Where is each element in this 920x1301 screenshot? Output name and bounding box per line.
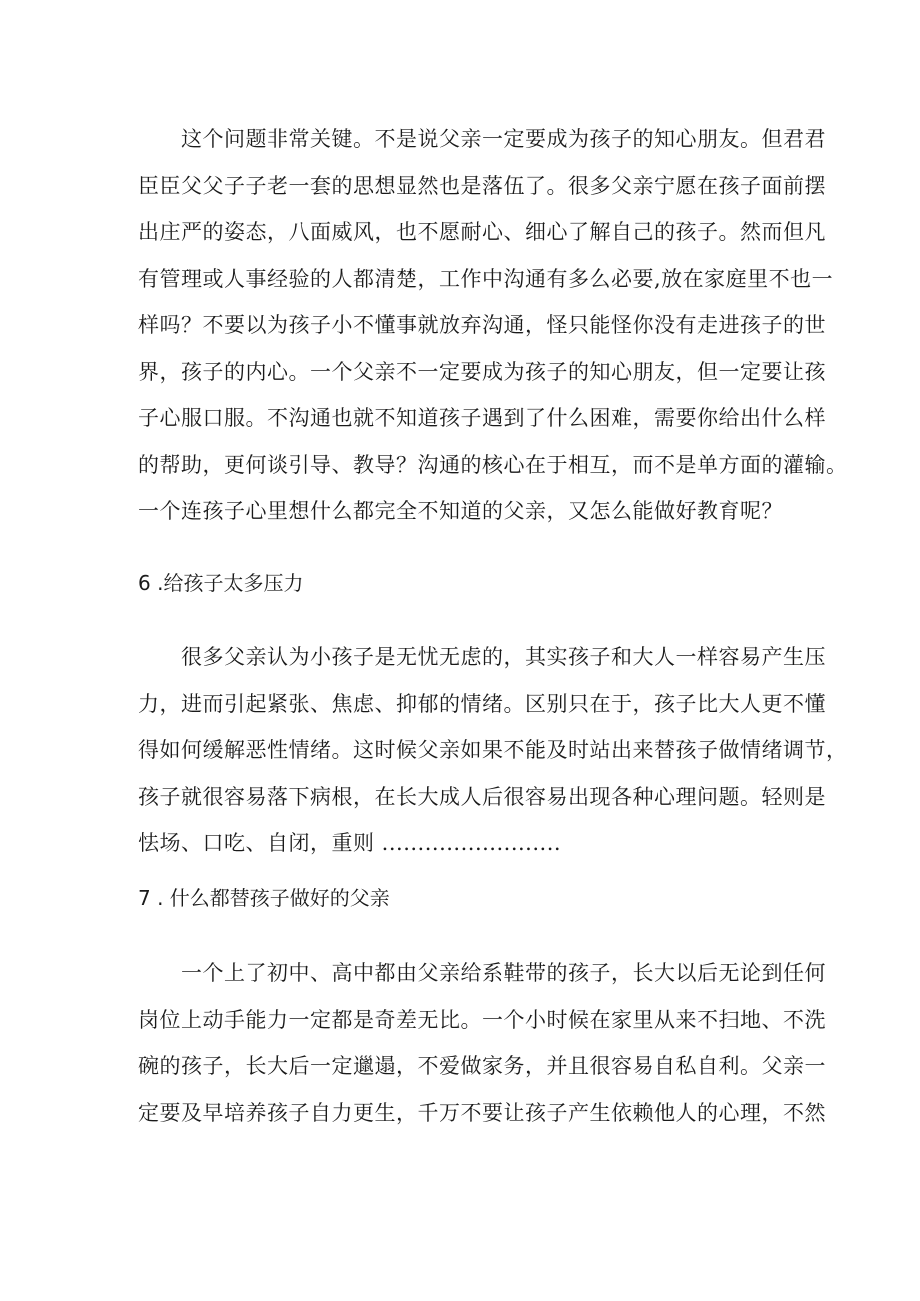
text-line: 碗的孩子，长大后一定邋遢，不爱做家务，并且很容易自私自利。父亲一 xyxy=(138,1054,826,1078)
text-line: 定要及早培养孩子自力更生，千万不要让孩子产生依赖他人的心理，不然 xyxy=(138,1100,826,1125)
text-line: 很多父亲认为小孩子是无忧无虑的，其实孩子和大人一样容易产生压 xyxy=(138,645,826,669)
paragraph-pressure xyxy=(138,634,848,867)
text-line: 岗位上动手能力一定都是奇差无比。一个小时候在家里从来不扫地、不洗 xyxy=(138,1007,826,1032)
text-line: 一个连孩子心里想什么都完全不知道的父亲，又怎么能做好教育呢？ xyxy=(138,499,783,523)
text-line: 界，孩子的内心。一个父亲不一定要成为孩子的知心朋友，但一定要让孩 xyxy=(138,359,826,384)
section-heading-7: 7 . 什么都替孩子做好的父亲 xyxy=(138,886,390,910)
text-line: 力，进而引起紧张、焦虑、抑郁的情绪。区别只在于，孩子比大人更不懂 xyxy=(138,691,826,716)
paragraph-father-communication xyxy=(138,116,848,535)
text-line: 有管理或人事经验的人都清楚，工作中沟通有多么必要,放在家庭里不也一 xyxy=(138,266,834,291)
text-line: 子心服口服。不沟通也就不知道孩子遇到了什么困难，需要你给出什么样 xyxy=(138,406,826,430)
text-line: 怯场、口吃、自闭，重则 ......................... xyxy=(138,831,562,855)
text-line: 这个问题非常关键。不是说父亲一定要成为孩子的知心朋友。但君君 xyxy=(138,127,826,151)
text-line: 的帮助，更何谈引导、教导？沟通的核心在于相互，而不是单方面的灌输。 xyxy=(138,452,848,477)
text-line: 孩子就很容易落下病根，在长大成人后很容易出现各种心理问题。轻则是 xyxy=(138,784,826,809)
text-line: 样吗？不要以为孩子小不懂事就放弃沟通，怪只能怪你没有走进孩子的世 xyxy=(138,313,826,337)
text-line: 得如何缓解恶性情绪。这时候父亲如果不能及时站出来替孩子做情绪调节， xyxy=(138,738,848,762)
text-line: 一个上了初中、高中都由父亲给系鞋带的孩子，长大以后无论到任何 xyxy=(138,961,826,985)
text-line: 臣臣父父子子老一套的思想显然也是落伍了。很多父亲宁愿在孩子面前摆 xyxy=(138,173,826,198)
text-line: 出庄严的姿态，八面威风，也不愿耐心、细心了解自己的孩子。然而但凡 xyxy=(138,220,826,244)
paragraph-overprotective-father xyxy=(138,950,826,1136)
section-heading-6: 6 .给孩子太多压力 xyxy=(138,571,304,595)
